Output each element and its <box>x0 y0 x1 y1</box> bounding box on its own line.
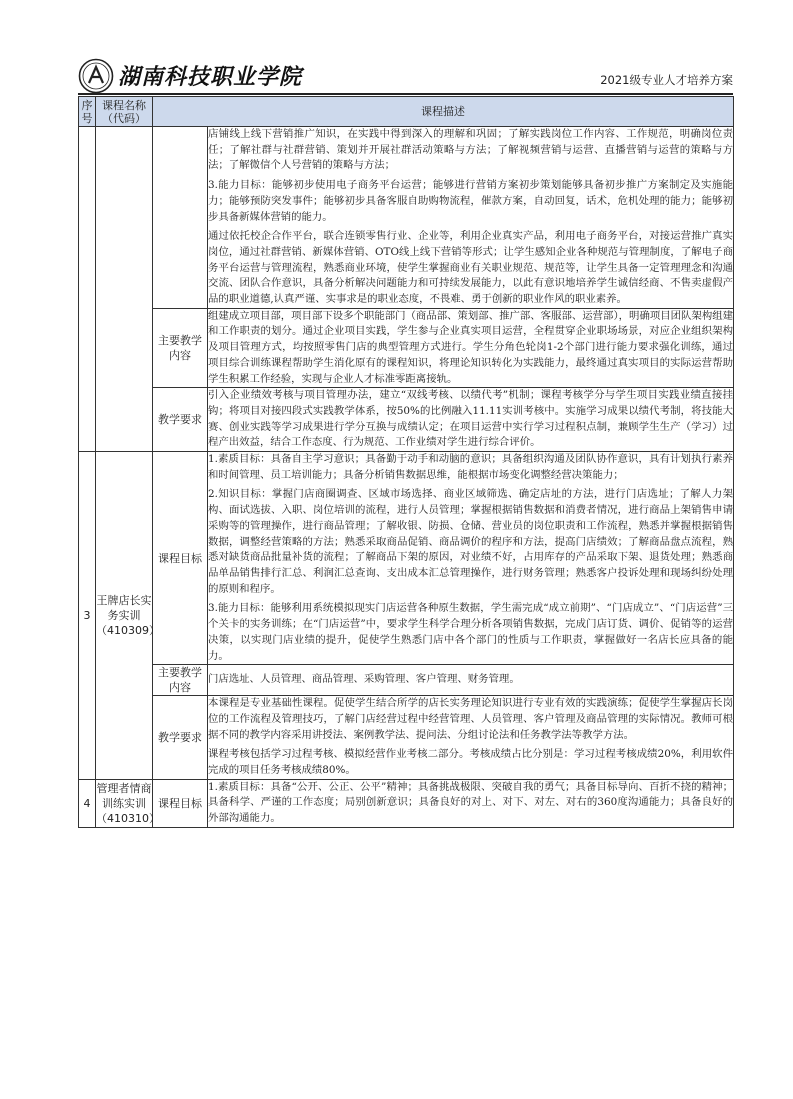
course-code: （410310） <box>96 811 160 825</box>
assessment-text: 课程考核包括学习过程考核、模拟经营作业考核二部分。考核成绩占比分别是：学习过程考核成绩20%，利用软件完成的项目任务考核成绩80%。 <box>208 748 733 777</box>
page-header <box>78 58 733 92</box>
main-content-cell: 门店选址、人员管理、商品管理、采购管理、客户管理、财务管理。 <box>208 665 734 696</box>
main-content-cell: 组建成立项目部，项目部下设多个职能部门（商品部、策划部、推广部、客服部、运营部），明确项目团队架构组建和工作职责的划分。通过企业项目实践，学生参与企业真实项目运营，全程贯穿企业职场场景，对应企业组织架构及项目管理方式，均按照零售门店的典型管理方式进行。学生分角色轮岗1-2个部门进行能力要求强化训练，通过项目综合训练课程帮助学生消化原有的课程知识，将理论知识转化为实践能力，最终通过真实项目的实际运营帮助学生积累工作经验，实现与企业人才标准零距离接轨。 <box>208 308 734 388</box>
header-seq: 序号 <box>79 97 96 127</box>
label-cell-continued <box>153 127 208 309</box>
course-code: （410309） <box>96 623 160 637</box>
goal-summary: 通过依托校企合作平台，联合连锁零售行业、企业等，利用企业真实产品，利用电子商务平台，对接运营推广真实岗位，通过社群营销、新媒体营销、OTO线上线下营销等形式；让学生感知企业各种规范与管理制度，了解电子商务平台运营与管理流程，熟悉商业环境，使学生掌握商业有关职业规范、规范等，让学生具备一定管理理念和沟通交流、团队合作意识，具备分析解决问题能力和可持续发展能力，以此有意识地培养学生诚信经商、不售卖虚假产品的职业道德,认真严谨、实事求是的职业态度，不畏难、勇于创新的职业作风的职业素养。 <box>208 230 733 306</box>
teaching-req-text: 本课程是专业基础性课程。促使学生结合所学的店长实务理论知识进行专业有效的实践演练；促使学生掌握店长岗位的工作流程及管理技巧，了解门店经营过程中经营管理、人员管理、客户管理及商品管理的实际情况。教师可根据不同的教学内容采用讲授法、案例教学法、提问法、分组讨论法和任务教学法等教学方法。 <box>208 697 733 741</box>
table-row <box>79 127 734 309</box>
header-course-desc: 课程描述 <box>153 97 734 127</box>
seq-number: 3 <box>79 452 96 780</box>
goal-ability: 3.能力目标：能够初步使用电子商务平台运营；能够进行营销方案初步策划能够具备初步推广方案制定及实施能力；能够预防突发事件；能够初步具备客服自助购物流程，催款方案，自动回复，话术，危机处理的能力；能够初步具备新媒体营销的能力。 <box>208 179 733 223</box>
table-header-row <box>79 97 734 127</box>
course-name-cell-continued <box>96 127 153 452</box>
label-course-goal: 课程目标 <box>153 452 208 665</box>
table-row <box>79 452 734 665</box>
school-logo-icon <box>78 58 114 94</box>
table-row <box>79 696 734 780</box>
course-name-cell <box>96 452 160 780</box>
label-main-content: 主要教学内容 <box>153 665 208 696</box>
course-name-cell <box>96 779 160 827</box>
course-name: 王牌店长实务实训 <box>96 593 152 622</box>
label-teaching-req: 教学要求 <box>153 696 208 780</box>
course-goal-cell <box>208 452 734 665</box>
course-table <box>78 96 734 828</box>
label-teaching-req: 教学要求 <box>153 388 208 452</box>
school-name: 湖南科技职业学院 <box>118 64 303 90</box>
header-course-name: 课程名称（代码） <box>96 97 153 127</box>
teaching-req-cell <box>208 696 734 780</box>
seq-number: 4 <box>79 779 96 827</box>
label-main-content: 主要教学内容 <box>153 308 208 388</box>
goal-knowledge: 2.知识目标：掌握门店商圈调查、区域市场选择、商业区域筛选、确定店址的方法，进行门店选址；了解人力架构、面试选拔、入职、岗位培训的流程，进行人员管理；掌握根据销售数据和消费者情况，进行商品上架销售申请采购等的管理操作，进行商品管理；了解收银、防损、仓储、营业员的岗位职责和工作流程，熟悉并掌握根据销售数据，调整经营策略的方法；熟悉采取商品促销、商品调价的程序和方法，提高门店绩效；了解商品盘点流程，熟悉对缺货商品批量补货的流程；了解商品下架的原因，对业绩不好，占用库存的产品采取下架、退货处理；熟悉商品单品销售排行汇总、利润汇总查询、支出成本汇总管理操作，进行财务管理；熟悉客户投诉处理和现场纠纷处理的原则和程序。 <box>208 488 733 595</box>
table-row <box>79 779 734 827</box>
teaching-req-cell: 引入企业绩效考核与项目管理办法，建立“双线考核、以绩代考”机制；课程考核学分与学生项目实践业绩直接挂钩；将项目对接四段式实践教学体系，按50%的比例融入11.11实训考核中。实施学习成果以绩代考制，将技能大赛、创业实践等学习成果进行学分互换与成绩认定；在项目运营中实行学习过程积点制，兼顾学生生产（学习）过程产出效益，结合工作态度、行为规范、工作业绩对学生进行综合评价。 <box>208 388 734 452</box>
goal-ability: 3.能力目标：能够利用系统模拟现实门店运营各种原生数据，学生需完成“成立前期”、“门店成立”、“门店运营”三个关卡的实务训练；在“门店运营”中，要求学生科学合理分析各项销售数据，完成门店订货、调价、促销等的运营决策，以实现门店业绩的提升，促使学生熟悉门店中各个部门的性质与工作职责，掌握做好一名店长应具备的能力。 <box>208 602 733 662</box>
label-course-goal: 课程目标 <box>153 779 208 827</box>
seq-cell-continued <box>79 127 96 452</box>
goal-quality: 1.素质目标：具备自主学习意识；具备勤于动手和动脑的意识；具备组织沟通及团队协作意识，具有计划执行素养和时间管理、员工培训能力；具备分析销售数据思维，能根据市场变化调整经营决策能力； <box>208 453 733 481</box>
course-goal-cell <box>208 127 734 309</box>
goal-knowledge-continued: 店铺线上线下营销推广知识，在实践中得到深入的理解和巩固；了解实践岗位工作内容、工作规范，明确岗位责任；了解社群与社群营销、策划并开展社群活动策略与方法；了解视频营销与运营、直播营销与运营的策略与方法；了解微信个人号营销的策略与方法； <box>208 128 733 172</box>
course-name: 管理者情商训练实训 <box>96 781 152 810</box>
document-title: 2021级专业人才培养方案 <box>600 73 733 87</box>
table-row <box>79 665 734 696</box>
table-row <box>79 308 734 388</box>
header-rule <box>78 93 733 95</box>
course-goal-cell: 1.素质目标：具备“公开、公正、公平”精神；具备挑战极限、突破自我的勇气；具备目标导向、百折不挠的精神；具备科学、严谨的工作态度；局别创新意识；具备良好的对上、对下、对左、对右的360度沟通能力；具备良好的外部沟通能力。 <box>208 779 734 827</box>
table-row <box>79 388 734 452</box>
